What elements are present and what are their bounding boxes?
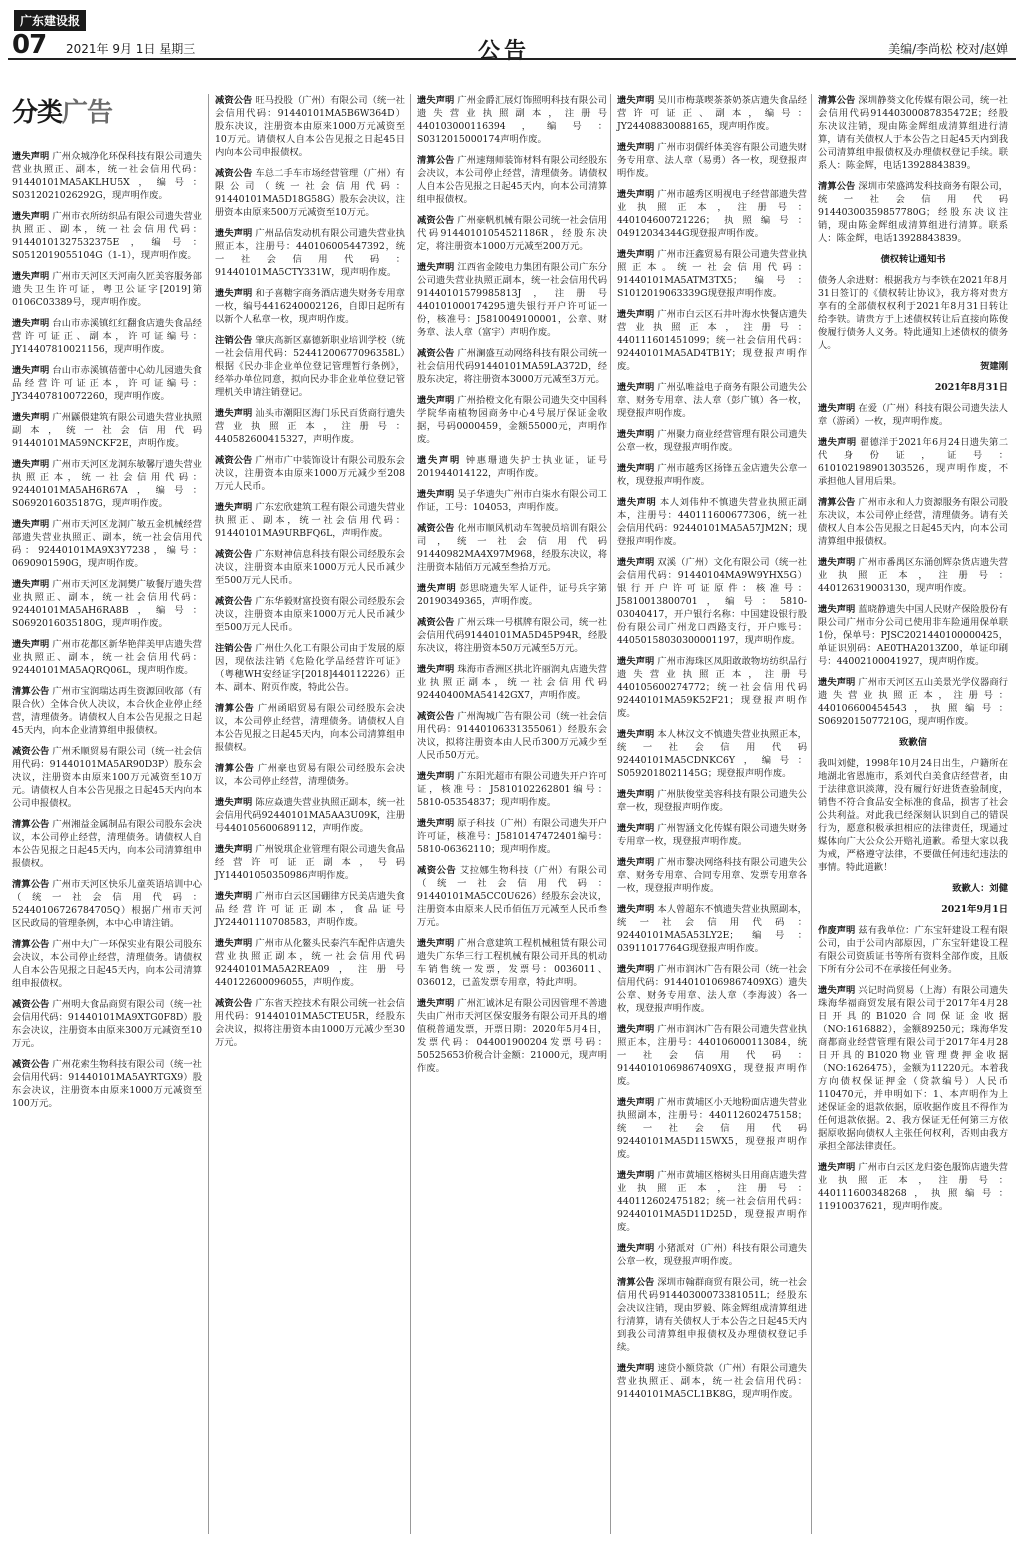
notice-item (818, 603, 1008, 668)
notice-item: 债权转让通知书 (880, 254, 946, 265)
notice-label: 遗失声明 (617, 557, 655, 568)
editor-credits: 美编/李尚松 校对/赵婵 (888, 42, 1008, 56)
notice-label: 遗失声明 (417, 455, 462, 466)
notice-label: 作废声明 (818, 925, 856, 936)
notice-text: 小猪派对（广州）科技有限公司遗失公章一枚，现登报声明作废。 (617, 1243, 807, 1267)
notice-label: 遗失声明 (617, 857, 655, 868)
notice-label: 遗失声明 (215, 797, 253, 808)
notice-label: 清算公告 (12, 819, 50, 830)
notice-label: 遗失声明 (617, 729, 655, 740)
notice-label: 遗失声明 (617, 142, 655, 153)
notice-item (215, 796, 405, 835)
column-divider (811, 94, 812, 1534)
notice-text: 广东阳光超市有限公司遗失开户许可证，核准号：J5810102262801编号：5810-05354837；现声明作废。 (417, 771, 607, 808)
notice-item (617, 556, 807, 647)
notice-item (617, 903, 807, 955)
notice-item (12, 150, 202, 202)
notice-label: 减资公告 (417, 617, 455, 628)
notice-item (12, 411, 202, 450)
notice-text: 广州市润沐广告有限公司（统一社会信用代码：91440101069867409XG）遗失公章、财务专用章、法人章（李海波）各一枚，现登报声明作废。 (617, 964, 807, 1014)
notice-column-5 (818, 94, 1008, 1221)
notice-item (818, 402, 1008, 428)
notice-text: 广东省天控技术有限公司统一社会信用代码：91440101MA5CTEU5R，经股东会决议，拟将注册资本由1000万元减少至30万元。 (215, 998, 405, 1048)
notice-item (417, 864, 607, 929)
notice-label: 遗失声明 (818, 437, 857, 448)
notice-label: 遗失声明 (417, 489, 455, 500)
notice-item (617, 428, 807, 454)
notice-item (215, 287, 405, 326)
notice-item: 致歉人：刘健 (952, 883, 1008, 894)
notice-item (818, 676, 1008, 728)
notice-text: 广州市白云区国硼律方民美店遗失食品经营许可证正副本，食品证号JY24401110708583，声明作废。 (215, 891, 405, 928)
notice-column-4 (617, 94, 807, 1409)
notice-item (617, 1096, 807, 1161)
notice-label: 清算公告 (818, 95, 856, 106)
notice-label: 减资公告 (12, 746, 50, 757)
notice-text: 广州市越秀区扬锋五金店遗失公章一枚，现登报声明作废。 (617, 463, 807, 487)
notice-item (215, 890, 405, 929)
column-divider (610, 94, 611, 1534)
notice-label: 遗失声明 (617, 95, 655, 106)
notice-text: 广州澜盛互动网络科技有限公司统一社会信用代码91440101MA59LA372D，经股东决定，将注册资本3000万元减至3万元。 (417, 348, 607, 385)
notice-label: 遗失声明 (417, 818, 455, 829)
page-title: 公告 (478, 39, 531, 64)
notice-text: 广州市天河区五山美景光学仪器商行遗失营业执照正本，注册号：440106600454543，执照编号：S0692015077210G，现声明作废。 (818, 677, 1008, 727)
notice-text: 广州明大食品商贸有限公司（统一社会信用代码：91440101MA9XTG0F8D）股东会决议，注册资本由原来300万元减资至10万元。 (12, 999, 202, 1049)
notice-label: 遗失声明 (215, 502, 253, 513)
section-title-b: 广告 (62, 98, 113, 128)
notice-text: 广东财神信息科技有限公司经股东会决议，注册资本由原来1000万元人民币减少至500万元人民币。 (215, 549, 405, 586)
notice-text: 双溪（广州）文化有限公司（统一社会信用代码：91440104MA9W9YHX5G）银行开户许可证原件：核准号：J5810013800701，编号：5810-03040417，开户银行名称：中国建设银行股份有限公司广州龙口西路支行，开户账号：44050158030300001197，现声明作废。 (617, 557, 807, 646)
notice-item (617, 788, 807, 814)
notice-label: 遗失声明 (215, 228, 253, 239)
notice-text: 兹有我单位：广东宝轩建设工程有限公司，由于公司内部原因，广东宝轩建设工程有限公司资质证书等所有资料全部作废，且版下所有分公司不在承接任何业务。 (818, 925, 1008, 975)
notice-label: 减资公告 (12, 999, 50, 1010)
notice-label: 减资公告 (215, 998, 253, 1009)
notice-text: 深圳市荣盛鸿发科技商务有限公司，统一社会信用代码91440300359857780G；经股东决议注销，现由陈金辉组成清算组进行清算。联系人：陈金辉，电话13928843839。 (818, 181, 1008, 244)
notice-text: 债务人余进财：根据我方与李铁在2021年8月31日签订的《债权转让协议》，我方将对贵方享有的全部债权权利于2021年8月31日转让给李铁。请贵方于上述债权转让后直接向陈俊俊履行债务人义务。特此通知上述债权的债务人。 (818, 275, 1008, 351)
notice-label: 减资公告 (417, 215, 455, 226)
notice-label: 减资公告 (417, 865, 457, 876)
notice-item (12, 518, 202, 570)
notice-item (215, 548, 405, 587)
notice-item (215, 407, 405, 446)
notice-column-2 (215, 94, 405, 1057)
notice-item (818, 436, 1008, 488)
notice-label: 注销公告 (215, 335, 253, 346)
notice-label: 减资公告 (215, 168, 253, 179)
notice-label: 遗失声明 (12, 459, 50, 470)
notice-item (417, 347, 607, 386)
notice-text: 广州市白云区龙归姿色服饰店遗失营业执照正本，注册号：440111600348268，执照编号：11910037621，现声明作废。 (818, 1162, 1008, 1212)
notice-item (215, 94, 405, 159)
notice-label: 减资公告 (215, 596, 253, 607)
notice-text: 广州市番禺区东涌创辉杂货店遗失营业执照正本，注册号：440126319003130，现声明作废。 (818, 557, 1008, 594)
notice-item (215, 762, 405, 788)
notice-item (12, 578, 202, 630)
notice-item (617, 381, 807, 420)
notice-label: 遗失声明 (12, 271, 50, 282)
notice-label: 遗失声明 (818, 677, 856, 688)
notice-label: 遗失声明 (617, 382, 655, 393)
notice-label: 遗失声明 (617, 656, 655, 667)
notice-text: 艾拉娜生物科技（广州）有限公司（统一社会信用代码：91440101MA5CC0U626）经股东会决议，注册资本由原来人民币佰伍万元减至人民币叁万元。 (417, 865, 607, 928)
notice-text: 广州市天河区天河南久匠美容服务部遗失卫生许可证，粤卫公证字[2019]第0106C03389号，现声明作废。 (12, 271, 202, 308)
notice-label: 遗失声明 (617, 823, 655, 834)
notice-item (617, 728, 807, 780)
notice-label: 遗失声明 (12, 639, 50, 650)
notice-item (12, 1058, 202, 1110)
notice-text: 广州市花都区新华艳萍美甲店遗失营业执照正、副本，统一社会信用代码：92440101MA5AQRQ06L，现声明作废。 (12, 639, 202, 676)
notice-item (417, 154, 607, 206)
page-number: 07 (12, 30, 47, 60)
notice-item (617, 1242, 807, 1268)
notice-label: 遗失声明 (215, 408, 253, 419)
notice-label: 遗失声明 (818, 1162, 856, 1173)
notice-item (215, 167, 405, 219)
notice-text: 广州豪帆机械有限公司统一社会信用代码91440101054521186R，经股东决定，将注册资本1000万元减至200万元。 (417, 215, 607, 252)
notice-label: 遗失声明 (617, 1363, 655, 1374)
notice-label: 遗失声明 (12, 318, 50, 329)
notice-label: 遗失声明 (417, 262, 455, 273)
notice-label: 遗失声明 (617, 1024, 655, 1035)
notice-label: 遗失声明 (617, 1170, 655, 1181)
notice-item (417, 522, 607, 574)
notice-label: 注销公告 (215, 643, 253, 654)
notice-text: 广州中大广一环保实业有限公司股东会决议，本公司停止经营，清理债务。请债权人自本公告见报之日起45天内，向本公司清算组申报债权。 (12, 939, 202, 989)
notice-item (215, 595, 405, 634)
notice-text: 广州函昭贸易有限公司经股东会决议，本公司停止经营，清理债务。请债权人自本公告见报之日起45天内，向本公司清算组申报债权。 (215, 703, 405, 753)
masthead-rule (8, 58, 1016, 60)
notice-label: 清算公告 (215, 763, 255, 774)
notice-column-1 (12, 150, 202, 1118)
notice-text: 台山市赤溪镇蓓蕾中心幼儿园遗失食品经营许可证正本，许可证编号：JY34407810072260，现声明作废。 (12, 365, 202, 402)
notice-label: 遗失声明 (417, 395, 455, 406)
notice-item (617, 462, 807, 488)
notice-text: 广州汇诚沐足有限公司因管理不善遗失由广州市天河区保安服务有限公司开具的增值税普通发票，开票日期：2020年5月4日，发票代码：044001900204发票号码：50525653价税合计金额：21000元，现声明作废。 (417, 998, 607, 1074)
notice-label: 清算公告 (617, 1277, 655, 1288)
notice-text: 陈应焱遗失营业执照正副本，统一社会信用代码92440101MA5AA3U09K，注册号440105600689112，声明作废。 (215, 797, 405, 834)
notice-text: 广州市天河区龙洞广敏五金机械经营部遗失营业执照正、副本，统一社会信用代码：92440101MA9X3Y7238，编号：0690901590G，现声明作废。 (12, 519, 202, 569)
notice-item (818, 984, 1008, 1153)
notice-text: 广州市天河区快乐儿童英语培训中心（统一社会信用代码：52440106726784705Q）根据广州市天河区民政局的管理条例，本中心申请注销。 (12, 879, 202, 929)
notice-text: 广州众城净化环保科技有限公司遗失营业执照正、副本，统一社会信用代码：91440101MA5AKLHU5X，编号：S0312021026292G，现声明作废。 (12, 151, 202, 201)
notice-item (818, 496, 1008, 548)
notice-text: 广州市越秀区明视电子经营部遗失营业执照正本，注册号：440104600721226；执照编号：04912034344G现登报声明作废。 (617, 189, 807, 239)
notice-label: 遗失声明 (617, 249, 655, 260)
notice-text: 珠海市香洲区拱北许丽润丸店遗失营业执照正副本，统一社会信用代码92440400MA54142GX7，声明作废。 (417, 664, 607, 701)
notice-item (417, 94, 607, 146)
notice-item (215, 227, 405, 279)
notice-label: 遗失声明 (617, 1097, 655, 1108)
notice-text: 彭思晓遗失军人证件，证号兵字第20190349365，声明作废。 (417, 583, 607, 607)
notice-item (417, 663, 607, 702)
notice-item (12, 685, 202, 737)
notice-text: 广州市宝润瑞达再生资源回收部（有限合伙）全体合伙人决议，本合伙企业停止经营，清理债务。请债权人自本公告见报之日起45天内，向本企业清算组申报债权。 (12, 686, 202, 736)
notice-label: 遗失声明 (818, 403, 856, 414)
notice-item (12, 878, 202, 930)
notice-item (12, 364, 202, 403)
notice-item (215, 702, 405, 754)
notice-text: 广州市从化鳌头民泰汽车配件店遗失营业执照正副本，统一社会信用代码92440101MA5A2REA09，注册号440122600096055，声明作废。 (215, 938, 405, 988)
notice-text: 广州市黄埔区小天地粉面店遗失营业执照副本，注册号：440112602475158；统一社会信用代码92440101MA5D115WX5，现登报声明作废。 (617, 1097, 807, 1160)
notice-label: 遗失声明 (12, 412, 50, 423)
notice-text: 广州市润沐广告有限公司遗失营业执照正本，注册号：440106000113084，统一社会信用代码：91440101069867409XG，现登报声明作废。 (617, 1024, 807, 1087)
issue-date: 2021年 9月 1日 星期三 (66, 42, 196, 56)
notice-item (617, 822, 807, 848)
notice-label: 清算公告 (12, 879, 50, 890)
notice-item (12, 638, 202, 677)
notice-label: 遗失声明 (12, 519, 50, 530)
notice-item (215, 501, 405, 540)
newspaper-brand: 广东建设报 (14, 10, 86, 31)
notice-label: 遗失声明 (215, 288, 253, 299)
notice-text: 广州豪也贸易有限公司经股东会决议，本公司停止经营，清理债务。 (215, 763, 405, 787)
notice-item (417, 488, 607, 514)
notice-label: 减资公告 (215, 549, 253, 560)
notice-text: 台山市赤溪镇红红翻食店遗失食品经营许可证正、副本，许可证编号：JY14407810021156，现声明作废。 (12, 318, 202, 355)
notice-item (417, 582, 607, 608)
notice-item (617, 1169, 807, 1234)
notice-item (12, 270, 202, 309)
notice-text: 广州市广中装饰设计有限公司股东会决议，注册资本由原来1000万元减少至208万元人民币。 (215, 455, 405, 492)
notice-label: 清算公告 (818, 497, 856, 508)
notice-item (818, 180, 1008, 245)
section-title-a: 分类 (12, 98, 63, 128)
notice-text: 本人林汉文不慎遗失营业执照正本，统一社会信用代码92440101MA5CDNKC6Y，编号：S0592018021145G；现登报声明作废。 (617, 729, 807, 779)
notice-item: 2021年9月1日 (941, 904, 1008, 915)
notice-text: 深圳静葵文化传媒有限公司，统一社会信用代码91440300087835472E；经股东决议注销，现由陈金辉组成清算组进行清算，请有关债权人于本公告之日起45天内到我公司清算组申报债权及办理债权登记手续。联系人：陈金辉，电话13928843839。 (818, 95, 1008, 171)
notice-item (12, 210, 202, 262)
notice-text: 广州肤俊堂美容科技有限公司遗失公章一枚，现登报声明作废。 (617, 789, 807, 813)
notice-text: 速贷小额贷款（广州）有限公司遗失营业执照正、副本，统一社会信用代码：91440101MA5CL1BK8G，现声明作废。 (617, 1363, 807, 1400)
notice-text: 翟德洋于2021年6月24日遗失第二代身份证，证号：610102198901303526，现声明作废，不承担他人冒用后果。 (818, 437, 1008, 487)
notice-text: 吴子华遗失广州市白柒水有限公司工作证，工号：104053，声明作废。 (417, 489, 607, 513)
notice-text: 广州市羽儒纤体美容有限公司遗失财务专用章、法人章（易勇）各一枚，现登报声明作废。 (617, 142, 807, 179)
notice-label: 减资公告 (215, 95, 253, 106)
notice-text: 广州云珠一号棋牌有限公司，统一社会信用代码91440101MA5D45P94R，经股东决议，将注册资本50万元减至5万元。 (417, 617, 607, 654)
notice-text: 本人曾超东不慎遗失营业执照副本，统一社会信用代码：92440101MA5A53LY2E；编号：03911017764G现登报声明作废。 (617, 904, 807, 954)
column-divider (410, 94, 411, 1534)
notice-item (417, 214, 607, 253)
notice-text: 广州市白云区石井叶海水快餐店遗失营业执照正本，注册号：440111601451099；统一社会信用代码：92440101MA5AD4TB1Y；现登报声明作废。 (617, 309, 807, 372)
notice-item (417, 710, 607, 762)
notice-text: 旺马投股（广州）有限公司（统一社会信用代码：91440101MA5B6W364D）股东决议，注册资本由原来1000万元减资至10万元。请债权人自本公告见报之日起45日内向本公司申报债权。 (215, 95, 405, 158)
notice-text: 广州市衣所纺织品有限公司遗失营业执照正、副本，统一社会信用代码：91440101327532375E，编号：S0512019055104G（1-1），现声明作废。 (12, 211, 202, 261)
notice-item (12, 745, 202, 810)
notice-item (12, 458, 202, 510)
notice-text: 广东宏欣建筑工程有限公司遗失营业执照正、副本，统一社会信用代码：91440101MA9URBFQ6L，声明作废。 (215, 502, 405, 539)
notice-label: 遗失声明 (417, 664, 455, 675)
notice-label: 遗失声明 (617, 429, 655, 440)
notice-label: 减资公告 (12, 1059, 50, 1070)
notice-item (818, 757, 1008, 874)
notice-text: 广州市天河区龙洞樊广敏餐厅遗失营业执照正、副本，统一社会信用代码：92440101MA5AH6RA8B，编号：S0692016035180G，现声明作废。 (12, 579, 202, 629)
notice-item: 贺建刚 (980, 361, 1008, 372)
section-title (12, 92, 112, 129)
notice-text: 车总二手车市场经营管理（广州）有限公司（统一社会信用代码：91440101MA5D18G58G）股东会决议，注册资本由原来500万元减资至10万元。 (215, 168, 405, 218)
notice-item (215, 843, 405, 882)
notice-item (818, 94, 1008, 172)
notice-text: 广州市永和人力资源服务有限公司股东决议，本公司停止经营，清理债务。请有关债权人自本公告见报之日起45天内，向本公司清算组申报债权。 (818, 497, 1008, 547)
notice-text: 钟惠珊遗失护士执业证，证号201944014122，声明作废。 (417, 455, 607, 479)
notice-text: 广州市黄埔区榕树头日用商店遗失营业执照正本，注册号：440112602475182；统一社会信用代码：92440101MA5D11D25D，现登报声明作废。 (617, 1170, 807, 1233)
notice-item (417, 770, 607, 809)
notice-text: 广州聚力商业经营管理有限公司遗失公章一枚，现登报声明作废。 (617, 429, 807, 453)
notice-text: 汕头市潮阳区海门乐民百货商行遗失营业执照正本，注册号：440582600415327，声明作废。 (215, 408, 405, 445)
notice-text: 广州淘城广告有限公司（统一社会信用代码：91440106331355061）经股东会决议，拟将注册资本由人民币300万元减少至人民币50万元。 (417, 711, 607, 761)
notice-label: 遗失声明 (617, 189, 655, 200)
notice-text: 广州金爵汇展灯饰照明科技有限公司遗失营业执照副本，注册号440103000116394，编号：S0312015000174声明作废。 (417, 95, 607, 145)
notice-label: 遗失声明 (617, 964, 655, 975)
notice-label: 遗失声明 (617, 309, 655, 320)
notice-item (215, 334, 405, 399)
notice-text: 原子科技（广州）有限公司遗失开户许可证，核准号：J5810147472401编号：5810-06362110；现声明作废。 (417, 818, 607, 855)
notice-item (215, 642, 405, 694)
notice-text: 在爱（广州）科技有限公司遗失法人章（游函）一枚，现声明作废。 (818, 403, 1008, 427)
notice-item (617, 308, 807, 373)
notice-label: 遗失声明 (215, 891, 253, 902)
notice-item (818, 924, 1008, 976)
notice-label: 遗失声明 (215, 938, 253, 949)
notice-item (12, 317, 202, 356)
notice-label: 遗失声明 (417, 938, 455, 949)
notice-item (617, 963, 807, 1015)
notice-text: 兴记时尚贸易（上海）有限公司遗失珠海华福商贸发展有限公司于2017年4月28日开具的B1020合同保证金收据（NO:1616882），金额89250元；珠海华发商都商业经营管理有限公司于2017年4月28日开具的B1020物业管理费押金收据（NO:1626475），金额为11220元。本着我方向债权保证押金（贷款编号）人民币110470元，并申明如下：1、本声明作为上述保证金的退款依据，原收据作废且不得作为任何退款依据。2、我方保证无任何第三方依据原收据向债权人主张任何权利，否则由我方承担全部法律责任。 (818, 985, 1008, 1152)
notice-label: 遗失声明 (617, 463, 655, 474)
notice-label: 减资公告 (417, 711, 455, 722)
notice-label: 遗失声明 (417, 583, 457, 594)
notice-item (12, 818, 202, 870)
notice-item (617, 1362, 807, 1401)
notice-text: 广州合意建筑工程机械租赁有限公司遗失广东华三行工程机械有限公司开具的机动车销售统一发票，发票号：0036011、036012，已盖发票专用章，特此声明。 (417, 938, 607, 988)
notice-text: 广州禾顺贸易有限公司（统一社会信用代码：91440101MA5AR90D3P）股东会决议，注册资本由原来100万元减资至10万元。请债权人自本公告见报之日起45天内向本公司申报债权。 (12, 746, 202, 809)
notice-label: 遗失声明 (417, 95, 455, 106)
notice-item (617, 1276, 807, 1354)
notice-item (417, 261, 607, 339)
notice-item (617, 496, 807, 548)
notice-label: 遗失声明 (12, 365, 50, 376)
notice-label: 遗失声明 (818, 557, 856, 568)
notice-text: 广州速翔师装饰材料有限公司经股东会决议，本公司停止经营，清理债务。请债权人自本公告见报之日起45天内，向本公司清算组申报债权。 (417, 155, 607, 205)
notice-item (215, 937, 405, 989)
notice-item (617, 1023, 807, 1088)
notice-text: 肇庆高新区嘉德新职业培训学校（统一社会信用代码：52441200677096358L）根据《民办非企业单位登记管理暂行条例》，经举办单位同意，拟向民办非企业单位登记管理机关申请注销登记。 (215, 335, 405, 398)
notice-label: 遗失声明 (617, 1243, 655, 1254)
column-divider (208, 94, 209, 1534)
notice-item (617, 94, 807, 133)
notice-label: 遗失声明 (617, 789, 655, 800)
notice-label: 清算公告 (12, 939, 50, 950)
notice-text: 本人刘伟仲不慎遗失营业执照正副本，注册号：440111600677306，统一社会信用代码：92440101MA5A57JM2N；现登报声明作废。 (617, 497, 807, 547)
notice-label: 清算公告 (215, 703, 255, 714)
notice-text: 深圳市翰群商贸有限公司，统一社会信用代码91440300073381051L；经股东会决议注销，现由罗毅、陈金辉组成清算组进行清算，请有关债权人于本公告之日起45天内到我公司清算组申报债权及办理债权登记手续。 (617, 1277, 807, 1353)
notice-item (215, 454, 405, 493)
notice-item (215, 997, 405, 1049)
notice-item (818, 274, 1008, 352)
notice-text: 广州湘益金属制品有限公司股东会决议，本公司停止经营，清理债务。请债权人自本公告见报之日起45天内，向本公司清算组申报债权。 (12, 819, 202, 869)
notice-text: 广州市汪鑫贸易有限公司遗失营业执照正本。统一社会信用代码：91440101MA5ATM3TX5；编号：S1012019063339G现登报声明作废。 (617, 249, 807, 299)
notice-label: 遗失声明 (12, 579, 50, 590)
notice-label: 减资公告 (215, 455, 253, 466)
notice-text: 广州市海珠区凤阳敢敢物坊纺织品行遗失营业执照正本，注册号440105600274772；统一社会信用代码92440101MA59K52F21；现登报声明作废。 (617, 656, 807, 719)
notice-text: 广东华毅财富投资有限公司经股东会决议，注册资本由原来1000万元人民币减少至500万元人民币。 (215, 596, 405, 633)
notice-item: 致歉信 (899, 737, 927, 748)
notice-label: 遗失声明 (417, 998, 455, 1009)
notice-text: 蓝晓静遗失中国人民财产保险股份有限公司广州市分公司已使用非车险通用保单联1份，保单号：PJSC2021440100000425，单证识别码：AE0THA2013Z00，单证印刷号：44002100041927，现声明作废。 (818, 604, 1008, 667)
notice-item (417, 817, 607, 856)
notice-text: 和子喜糖字商务酒店遗失财务专用章一枚，编号4416240002126，自即日起所有以新个人私章一枚，现声明作废。 (215, 288, 405, 325)
notice-label: 遗失声明 (818, 985, 856, 996)
notice-text: 广州弘唯益电子商务有限公司遗失公章、财务专用章、法人章（彭广镇）各一枚，现登报声明作废。 (617, 382, 807, 419)
notice-label: 遗失声明 (215, 844, 253, 855)
notice-label: 遗失声明 (818, 604, 856, 615)
notice-text: 广州锐琪企业管理有限公司遗失食品经营许可证正副本，号码JY14401050350986声明作废。 (215, 844, 405, 881)
notice-item: 2021年8月31日 (934, 382, 1008, 393)
notice-column-3 (417, 94, 607, 1083)
notice-label: 遗失声明 (617, 497, 657, 508)
notice-item (417, 997, 607, 1075)
notice-item (617, 856, 807, 895)
notice-label: 清算公告 (818, 181, 856, 192)
notice-text: 江西省金陵电力集团有限公司广东分公司遗失营业执照正副本，统一社会信用代码91440101579985813J，注册号440101000174295遗失银行开户许可证一份，核准号：J5810049100001，公章、财务章、法人章（富宇）声明作废。 (417, 262, 607, 338)
notice-text: 吴川市梅菉喫茶茶奶茶店遗失食品经营许可证正、副本，编号：JY24408830088165，现声明作废。 (617, 95, 807, 132)
notice-text: 广州品信发动机有限公司遗失营业执照正本，注册号：440106005447392，统一社会信用代码：91440101MA5CTY331W，现声明作废。 (215, 228, 405, 278)
notice-item (617, 248, 807, 300)
notice-item (617, 188, 807, 240)
notice-text: 广州鼷偎建筑有限公司遗失营业执照副本，统一社会信用代码91440101MA59NCKF2E，声明作废。 (12, 412, 202, 449)
notice-item (12, 998, 202, 1050)
notice-item (617, 141, 807, 180)
notice-text: 广州市天河区龙洞东敏馨厅遗失营业执照正本，统一社会信用代码：92440101MA5AH6R67A，编号：S0692016035187G，现声明作废。 (12, 459, 202, 509)
masthead (8, 6, 1016, 64)
notice-text: 广州市黎决网络科技有限公司遗失公章、财务专用章、合同专用章、发票专用章各一枚，现登报声明作废。 (617, 857, 807, 894)
notice-item (417, 937, 607, 989)
notice-item (417, 454, 607, 480)
notice-item (818, 556, 1008, 595)
notice-label: 减资公告 (417, 523, 455, 534)
notice-text: 广州仕久化工有限公司由于发展的原因，现依法注销《危险化学品经营许可证》（粤穗WH安经证字[2018]440112226）正本、副本、附页作废，特此公告。 (215, 643, 405, 693)
notice-item (818, 1161, 1008, 1213)
notice-item (417, 616, 607, 655)
notice-item (12, 938, 202, 990)
notice-label: 遗失声明 (417, 771, 455, 782)
notice-text: 广州花索生物科技有限公司（统一社会信用代码：91440101MA5AYRTGX9）股东会决议，注册资本由原来1000万元减资至100万元。 (12, 1059, 202, 1109)
notice-text: 我叫刘健，1998年10月24日出生，户籍所在地湖北省恩施市，系刘代白美食店经营者，由于法律意识淡薄，没有履行好进货查验制度，销售不符合食品安全标准的食品，损害了社会公共利益。对此我已经深刻认识到自己的错误行为，愿意积极承担相应的法律责任，现通过媒体向广大公众公开赔礼道歉。希望大家以我为戒，严格遵守法律，不要做任何违纪违法的事情。特此道歉！ (818, 758, 1008, 873)
notice-label: 遗失声明 (12, 151, 50, 162)
notice-label: 遗失声明 (617, 904, 655, 915)
notice-label: 减资公告 (417, 348, 455, 359)
notice-text: 广州智涵文化传媒有限公司遗失财务专用章一枚，现登报声明作废。 (617, 823, 807, 847)
notice-item (617, 655, 807, 720)
notice-text: 广州拾橙文化有限公司遗失交中国科学院华南植物园商务中心4号展厅保证金收据，号码0000459，金额55000元，声明作废。 (417, 395, 607, 445)
notice-label: 遗失声明 (12, 211, 50, 222)
notice-label: 清算公告 (12, 686, 50, 697)
notice-label: 清算公告 (417, 155, 455, 166)
notice-text: 化州市顺风机动车驾驶员培训有限公司，统一社会信用代码91440982MA4X97M968，经股东决议，将注册资本陆佰万元减至叁拾万元。 (417, 523, 607, 573)
notice-item (417, 394, 607, 446)
